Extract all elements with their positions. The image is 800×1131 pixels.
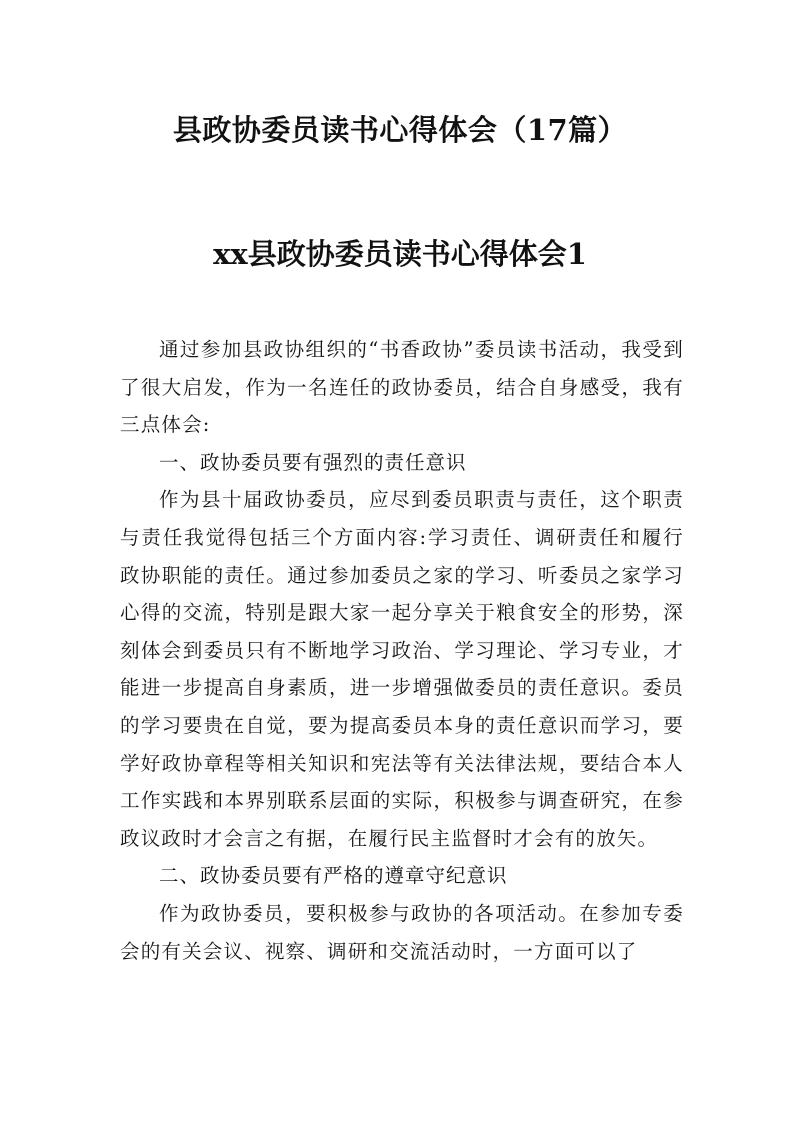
heading-responsibility: 一、政协委员要有强烈的责任意识: [159, 450, 467, 474]
section-title: xx县政协委员读书心得体会1: [213, 237, 587, 271]
intro-paragraph: 通过参加县政协组织的“书香政协”委员读书活动，我受到了很大启发，作为一名连任的政协委员，结合自身感受，我有三点体会:: [120, 338, 684, 437]
body-paragraph: 作为县十届政协委员，应尽到委员职责与责任，这个职责与责任我觉得包括三个方面内容:学习责任、调研责任和履行政协职能的责任。通过参加委员之家的学习、听委员之家学习心得的交流，特别是跟大家一起分享关于粮食安全的形势，深刻体会到委员只有不断地学习政治、学习理论、学习专业，才能进一步提高自身素质，进一步增强做委员的责任意识。委员的学习要贵在自觉，要为提高委员本身的责任意识而学习，要学好政协章程等相关知识和宪法等有关法律法规，要结合本人工作实践和本界别联系层面的实际，积极参与调查研究，在参政议政时才会言之有据，在履行民主监督时才会有的放矢。: [120, 488, 684, 850]
heading-discipline: 二、政协委员要有严格的遵章守纪意识: [159, 864, 508, 888]
document-title: 县政协委员读书心得体会（17篇）: [172, 113, 628, 147]
body-paragraph: 作为政协委员，要积极参与政协的各项活动。在参加专委会的有关会议、视察、调研和交流活动时，一方面可以了: [120, 901, 684, 963]
document-body: [120, 331, 684, 970]
